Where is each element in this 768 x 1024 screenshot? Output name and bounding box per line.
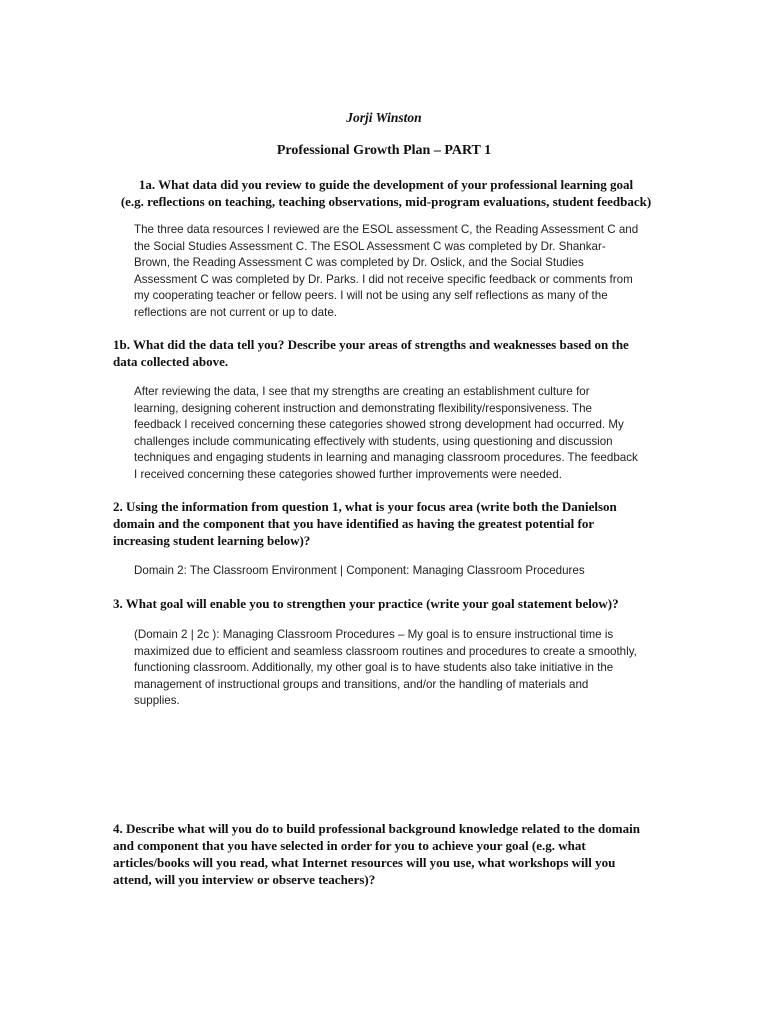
answer-line: management of instructional groups and transitions, and/or the handling of materials and [134, 677, 589, 691]
question-line: and component that you have selected in order for you to achieve your goal (e.g. what [113, 838, 586, 853]
question-1a [86, 176, 686, 210]
answer-line: Assessment C was completed by Dr. Parks. I did not receive specific feedback or comments from [134, 272, 633, 286]
answer-line: supplies. [134, 694, 180, 708]
answer-line: reflections are not current or up to date. [134, 305, 338, 319]
question-line: 3. What goal will enable you to strengthen your practice (write your goal statement below)? [113, 596, 619, 611]
answer-1b [134, 384, 654, 484]
answer-line: the Social Studies Assessment C. The ESOL Assessment C was completed by Dr. Shankar- [134, 239, 606, 253]
answer-line: The three data resources I reviewed are the ESOL assessment C, the Reading Assessment C and [134, 223, 639, 236]
answer-2 [134, 563, 654, 580]
answer-line: I received concerning these categories showed further improvements were needed. [134, 467, 562, 481]
answer-line: After reviewing the data, I see that my strengths are creating an establishment culture for [134, 385, 590, 398]
question-line: 1b. What did the data tell you? Describe your areas of strengths and weaknesses based on the [113, 337, 629, 352]
answer-line: challenges include communicating effectively with students, using questioning and discussion [134, 434, 613, 448]
author-name: Jorji Winston [346, 110, 422, 125]
answer-line: learning, designing coherent instruction and demonstrating flexibility/responsiveness. The [134, 401, 593, 415]
answer-line: Domain 2: The Classroom Environment | Component: Managing Classroom Procedures [134, 564, 585, 577]
question-line: 4. Describe what will you do to build professional background knowledge related to the domain [113, 821, 640, 836]
answer-3 [134, 627, 654, 710]
answer-line: (Domain 2 | 2c ): Managing Classroom Procedures – My goal is to ensure instructional time is [134, 628, 614, 641]
question-line: 1a. What data did you review to guide the development of your professional learning goal [138, 177, 634, 192]
question-line: attend, will you interview or observe teachers)? [113, 872, 376, 887]
answer-line: functioning classroom. Additionally, my other goal is to have students also take initiative in the [134, 661, 614, 675]
answer-line: my cooperating teacher or fellow peers. I will not be using any self reflections as many of the [134, 289, 608, 303]
question-line: increasing student learning below)? [113, 533, 311, 548]
question-line: domain and the component that you have identified as having the greatest potential for [113, 516, 595, 531]
document-title: Professional Growth Plan – PART 1 [276, 143, 492, 158]
question-2 [113, 498, 633, 549]
answer-line: feedback I received concerning these categories showed strong development had occurred. My [134, 418, 624, 432]
question-line: data collected above. [113, 354, 229, 369]
answer-line: maximized due to efficient and seamless classroom routines and procedures to create a smoothly, [134, 644, 637, 658]
answer-1a [134, 222, 654, 322]
question-line: articles/books will you read, what Internet resources will you use, what workshops will you [113, 855, 616, 870]
question-1b [113, 336, 673, 370]
question-line: (e.g. reflections on teaching, teaching observations, mid-program evaluations, student feedback) [120, 194, 652, 209]
question-line: 2. Using the information from question 1, what is your focus area (write both the Danielson [113, 499, 617, 514]
question-3 [113, 595, 653, 612]
answer-line: Brown, the Reading Assessment C was completed by Dr. Oslick, and the Social Studies [134, 256, 584, 270]
answer-line: techniques and engaging students in learning and managing classroom procedures. The feedback [134, 451, 638, 465]
question-4 [113, 820, 683, 888]
